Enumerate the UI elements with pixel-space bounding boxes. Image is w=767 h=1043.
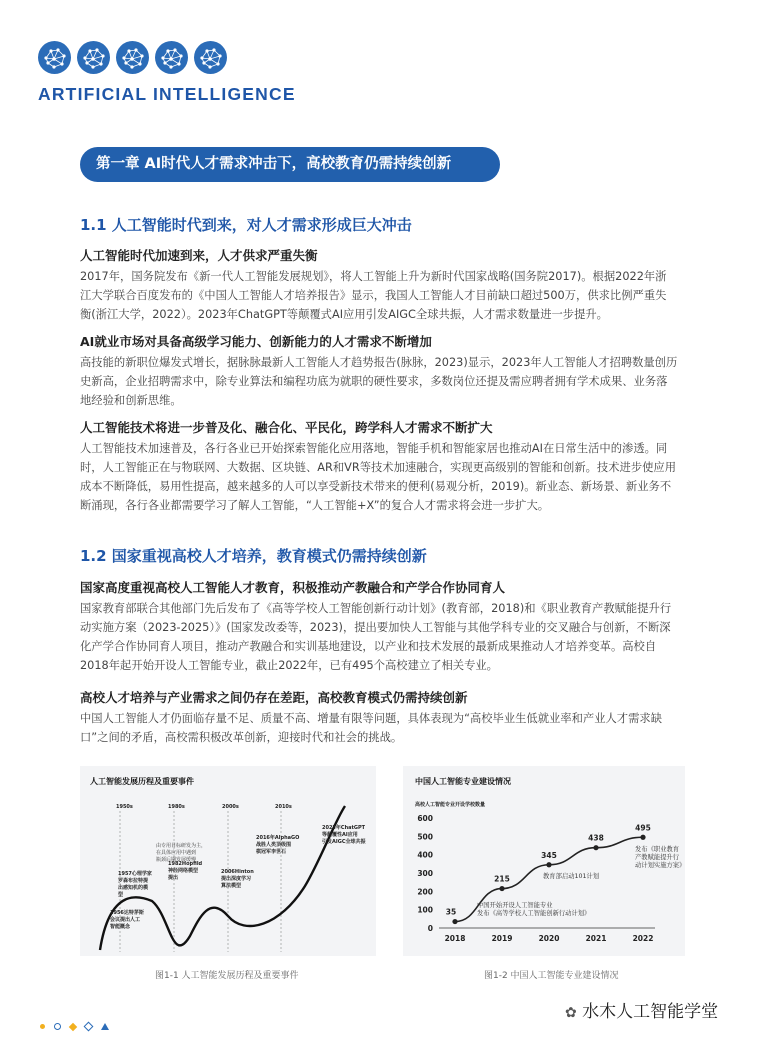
chart-annotation: 教育部启动101计划 — [543, 873, 600, 880]
y-tick-label: 300 — [417, 869, 433, 878]
wechat-icon: ✿ — [565, 1005, 577, 1021]
text-line: 中国人工智能人才仍面临存量不足、质量不高、增量有限等问题，具体表现为“高校毕业生低就业率和产业人才需求缺 — [80, 712, 662, 725]
subsection-title: 国家高度重视高校人工智能人才教育，积极推动产教融合和产学合作协同育人 — [80, 580, 506, 595]
header-icons — [38, 41, 227, 74]
triangle-icon — [101, 1023, 109, 1030]
text-line: 口”之间的矛盾，高校需积极改革创新，迎接时代和社会的挑战。 — [80, 731, 403, 744]
data-point — [593, 845, 598, 850]
text-line: 2017年，国务院发布《新一代人工智能发展规划》，将人工智能上升为新时代国家战略(国务院2017)。根据2022年浙 — [80, 270, 667, 283]
decade-label: 2000s — [222, 804, 239, 810]
timeline-diagram — [80, 766, 376, 956]
svg-text:在具体应用中遇到: 在具体应用中遇到 — [156, 850, 197, 856]
data-label: 438 — [588, 833, 604, 843]
chart-annotation: 中国开始开设人工智能专业 — [477, 902, 553, 909]
svg-text:1956达特茅斯: 1956达特茅斯 — [110, 910, 144, 916]
svg-text:战胜人类顶级围: 战胜人类顶级围 — [256, 842, 292, 848]
decade-label: 2010s — [275, 804, 292, 810]
ai-brain-icon — [38, 41, 71, 74]
y-tick-label: 100 — [417, 905, 433, 915]
svg-text:引发AIGC全球共振: 引发AIGC全球共振 — [322, 839, 366, 845]
decade-label: 1950s — [116, 804, 133, 810]
svg-text:提出: 提出 — [168, 875, 179, 881]
chapter-title: 第一章 AI时代人才需求冲击下，高校教育仍需持续创新 — [80, 147, 500, 182]
svg-text:1982Hopfild: 1982Hopfild — [168, 861, 203, 867]
svg-text:会议提出人工: 会议提出人工 — [110, 917, 141, 923]
footer-decoration — [40, 1023, 109, 1030]
chart-annotation: 动计划实施方案》 — [635, 862, 685, 869]
figure-title: 人工智能发展历程及重要事件 — [90, 777, 194, 786]
x-tick-label: 2018 — [444, 934, 466, 943]
chart-annotation: 发布《职业教育 — [635, 846, 680, 853]
brand-title: ARTIFICIAL INTELLIGENCE — [38, 84, 296, 104]
y-tick-label: 200 — [417, 887, 433, 897]
svg-text:2023年ChatGPT: 2023年ChatGPT — [322, 825, 366, 831]
section-1-2-title: 1.2 国家重视高校人才培养，教育模式仍需持续创新 — [80, 547, 427, 565]
svg-text:算法模型: 算法模型 — [221, 883, 242, 889]
decade-label: 1980s — [168, 804, 185, 810]
section-1-1-title: 1.1 人工智能时代到来，对人才需求形成巨大冲击 — [80, 216, 412, 234]
diamond-outline-icon — [84, 1022, 94, 1032]
event-label — [168, 861, 203, 881]
text-line: 高技能的新职位爆发式增长，据脉脉最新人工智能人才趋势报告(脉脉，2023)显示，2023年人工智能人才招聘数量创历 — [80, 356, 678, 369]
ai-brain-icon — [155, 41, 188, 74]
subsection-title: 高校人才培养与产业需求之间仍存在差距，高校教育模式仍需持续创新 — [80, 690, 468, 705]
watermark-text: 水木人工智能学堂 — [582, 1002, 719, 1022]
data-label: 215 — [494, 874, 510, 884]
event-label — [322, 824, 366, 845]
text-line: 时，人工智能正在与物联网、大数据、区块链、AR和VR等技术加速融合，实现更高级别的智能和创新。技术进步使应用 — [80, 461, 677, 474]
paragraph — [80, 709, 705, 747]
svg-text:提出深度学习: 提出深度学习 — [221, 876, 252, 882]
figure-caption: 图1-1 人工智能发展历程及重要事件 — [155, 971, 299, 981]
svg-text:由专用目标研发为主，: 由专用目标研发为主， — [156, 843, 207, 849]
svg-text:出感知机的模: 出感知机的模 — [118, 885, 149, 891]
ai-brain-icon — [77, 41, 110, 74]
data-point — [452, 919, 457, 924]
dot-icon — [40, 1024, 45, 1029]
chart-annotation: 产教赋能提升行 — [635, 854, 680, 861]
paragraph — [80, 599, 705, 675]
data-label: 35 — [445, 907, 457, 917]
x-tick-label: 2022 — [632, 934, 654, 943]
event-label — [256, 834, 299, 855]
x-tick-label: 2019 — [491, 934, 513, 943]
x-tick-label: 2020 — [538, 934, 560, 943]
svg-text:2006Hinton: 2006Hinton — [221, 869, 254, 875]
svg-text:等颠覆性AI应用: 等颠覆性AI应用 — [322, 832, 358, 838]
text-line: 国家教育部联合其他部门先后发布了《高等学校人工智能创新行动计划》(教育部，2018)和《职业教育产教赋能提升行 — [80, 602, 672, 615]
y-tick-label: 600 — [417, 814, 433, 823]
text-line: 动实施方案（2023-2025）》(国家发改委等，2023)，提出要加快人工智能与其他学科专业的交叉融合与创新，不断深 — [80, 621, 671, 634]
data-point — [640, 835, 645, 840]
text-line: 2018年起开始开设人工智能专业，截止2022年，已有495个高校建立了相关专业。 — [80, 659, 498, 672]
y-tick-label: 400 — [417, 850, 433, 860]
svg-text:棋冠军李世石: 棋冠军李世石 — [256, 849, 287, 855]
watermark — [565, 997, 718, 1022]
text-line: 成本不断降低，易用性提高，越来越多的人可以享受新技术带来的便利(易观分析，2019)。新业态、新场景、新业务不 — [80, 480, 672, 493]
figure-ai-timeline — [80, 766, 376, 956]
y-axis-label: 高校人工智能专业开设学校数量 — [415, 802, 486, 808]
svg-text:型: 型 — [118, 892, 124, 898]
chart-annotation: 发布《高等学校人工智能创新行动计划》 — [477, 910, 591, 917]
diamond-icon — [69, 1022, 77, 1030]
figure-caption: 图1-2 中国人工智能专业建设情况 — [484, 971, 619, 981]
chart-title: 中国人工智能专业建设情况 — [415, 777, 511, 786]
text-line: 化产学合作协同育人项目，推动产教融合和实训基地建设，以产业和技术发展的最新成果推动人才培养变革。高校自 — [80, 640, 657, 653]
svg-text:罗森布拉特提: 罗森布拉特提 — [118, 878, 149, 884]
subsection-title: 人工智能时代加速到来，人才供求严重失衡 — [80, 248, 318, 263]
y-tick-label: 500 — [417, 832, 433, 842]
text-line: 断涌现，各行各业都需要学习了解人工智能，“人工智能+X”的复合人才需求将会进一步扩大。 — [80, 499, 550, 512]
event-label — [118, 870, 152, 898]
paragraph — [80, 353, 705, 410]
ai-brain-icon — [116, 41, 149, 74]
event-label — [110, 909, 144, 930]
data-label: 345 — [541, 850, 557, 860]
text-line: 人工智能技术加速普及，各行各业已开始探索智能化应用落地，智能手机和智能家居也推动AI在日常生活中的渗透。同 — [80, 442, 668, 455]
svg-text:瓶颈后期发展缓慢: 瓶颈后期发展缓慢 — [156, 857, 197, 863]
paragraph — [80, 267, 705, 324]
line-chart — [403, 766, 685, 956]
svg-text:神经网络模型: 神经网络模型 — [168, 868, 199, 874]
text-line: 江大学联合百度发布的《中国人工智能人才培养报告》显示，我国人工智能人才目前缺口超过500万，供求比例严重失 — [80, 289, 667, 302]
figure-ai-majors-chart — [403, 766, 685, 956]
subsection-title: AI就业市场对具备高级学习能力、创新能力的人才需求不断增加 — [80, 334, 432, 349]
svg-text:智能概念: 智能概念 — [110, 924, 131, 930]
ai-brain-icon — [194, 41, 227, 74]
x-tick-label: 2021 — [585, 934, 607, 943]
data-point — [499, 886, 504, 891]
ring-icon — [54, 1023, 61, 1030]
data-point — [546, 862, 551, 867]
event-label — [221, 869, 254, 889]
data-label: 495 — [635, 823, 651, 833]
subsection-title: 人工智能技术将进一步普及化、融合化、平民化，跨学科人才需求不断扩大 — [80, 420, 493, 435]
text-line: 地经验和创新思维。 — [80, 394, 182, 407]
text-line: 衡(浙江大学，2022）。2023年ChatGPT等颠覆式AI应用引发AIGC全球共振，人才需求数量进一步提升。 — [80, 308, 608, 321]
y-tick-label: 0 — [427, 924, 433, 933]
text-line: 史新高，企业招聘需求中，除专业算法和编程功底为就职的硬性要求，多数岗位还提及需应聘者拥有学术成果、业务落 — [80, 375, 668, 388]
paragraph — [80, 439, 705, 515]
timeline-note — [156, 842, 206, 863]
svg-text:1957心理学家: 1957心理学家 — [118, 871, 152, 877]
svg-text:2016年AlphaGO: 2016年AlphaGO — [256, 835, 300, 841]
